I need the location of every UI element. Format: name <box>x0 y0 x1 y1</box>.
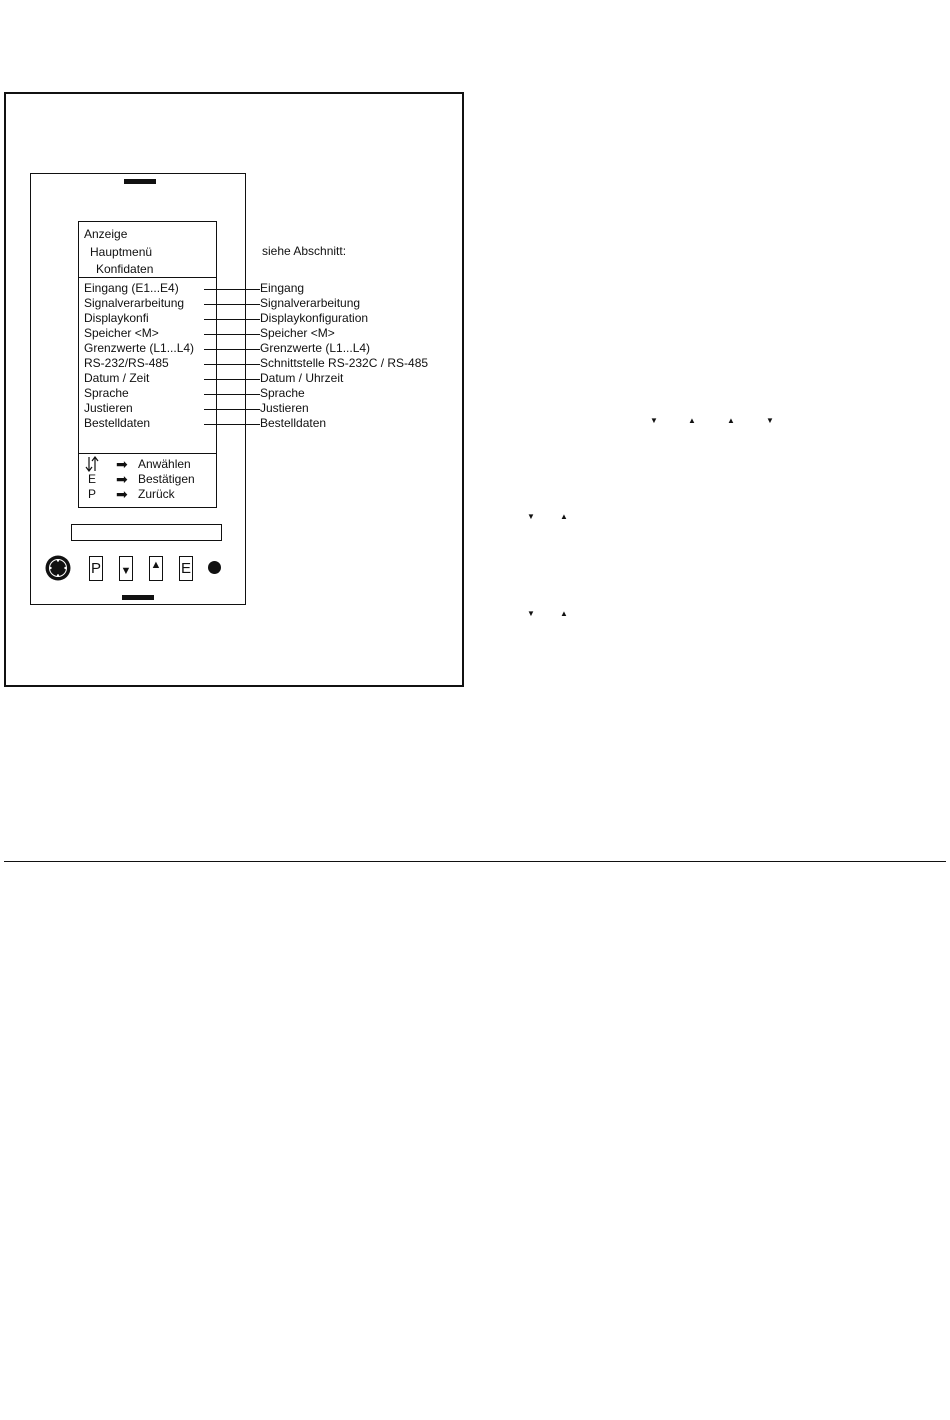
device-top-slot <box>124 179 156 184</box>
leader-line <box>204 304 260 305</box>
menu-item-input[interactable]: Eingang (E1...E4) <box>84 281 179 295</box>
menu-item-rs232-rs485[interactable]: RS-232/RS-485 <box>84 356 169 370</box>
menu-item-display-config[interactable]: Displaykonfi <box>84 311 149 325</box>
p-button[interactable]: P <box>89 556 103 581</box>
arrow-right-icon: ➡ <box>116 456 128 472</box>
up-arrow-icon: ▲ <box>560 512 568 521</box>
screen-header-display: Anzeige <box>84 227 128 241</box>
down-arrow-icon: ▼ <box>527 609 535 618</box>
screen-header-main-menu: Hauptmenü <box>90 245 153 259</box>
reference-section: Bestelldaten <box>260 416 327 430</box>
reference-section: Speicher <M> <box>260 326 335 340</box>
help-key-p: P <box>88 487 97 501</box>
screen-header-config-data: Konfidaten <box>96 262 154 276</box>
menu-item-signal-processing[interactable]: Signalverarbeitung <box>84 296 185 310</box>
up-down-arrows-icon <box>84 455 100 473</box>
e-button[interactable]: E <box>179 556 193 581</box>
leader-line <box>204 409 260 410</box>
leader-line <box>204 394 260 395</box>
reference-heading: siehe Abschnitt: <box>262 244 347 258</box>
help-action-select: Anwählen <box>138 457 191 471</box>
menu-item-limits[interactable]: Grenzwerte (L1...L4) <box>84 341 195 355</box>
up-arrow-icon: ▲ <box>688 416 696 425</box>
leader-line <box>204 319 260 320</box>
help-action-back: Zurück <box>138 487 175 501</box>
down-arrow-icon: ▼ <box>650 416 658 425</box>
help-action-confirm: Bestätigen <box>138 472 195 486</box>
menu-item-language[interactable]: Sprache <box>84 386 129 400</box>
arrow-right-icon: ➡ <box>116 471 128 487</box>
down-button[interactable]: ▼ <box>119 556 133 581</box>
reference-section: Eingang <box>260 281 305 295</box>
leader-line <box>204 364 260 365</box>
reference-section: Sprache <box>260 386 305 400</box>
page-divider <box>4 861 946 862</box>
reference-section: Grenzwerte (L1...L4) <box>260 341 371 355</box>
leader-line <box>204 334 260 335</box>
menu-item-date-time[interactable]: Datum / Zeit <box>84 371 150 385</box>
leader-line <box>204 349 260 350</box>
reference-section: Signalverarbeitung <box>260 296 361 310</box>
leader-line <box>204 424 260 425</box>
up-arrow-icon: ▲ <box>727 416 735 425</box>
screen-divider-top <box>78 277 217 278</box>
reference-section: Justieren <box>260 401 309 415</box>
menu-item-adjust[interactable]: Justieren <box>84 401 133 415</box>
reference-section: Displaykonfiguration <box>260 311 369 325</box>
screen-divider-bottom <box>78 453 217 454</box>
menu-item-order-data[interactable]: Bestelldaten <box>84 416 151 430</box>
device-bottom-slot <box>122 595 154 600</box>
up-arrow-icon: ▲ <box>560 609 568 618</box>
reference-section: Schnittstelle RS-232C / RS-485 <box>260 356 429 370</box>
connector-icon <box>44 554 72 582</box>
leader-line <box>204 289 260 290</box>
down-arrow-icon: ▼ <box>766 416 774 425</box>
reference-section: Datum / Uhrzeit <box>260 371 344 385</box>
up-button[interactable]: ▲ <box>149 556 163 581</box>
status-led <box>208 561 221 574</box>
menu-item-memory[interactable]: Speicher <M> <box>84 326 159 340</box>
help-key-e: E <box>88 472 97 486</box>
down-arrow-icon: ▼ <box>527 512 535 521</box>
arrow-right-icon: ➡ <box>116 486 128 502</box>
status-strip <box>71 524 222 541</box>
leader-line <box>204 379 260 380</box>
